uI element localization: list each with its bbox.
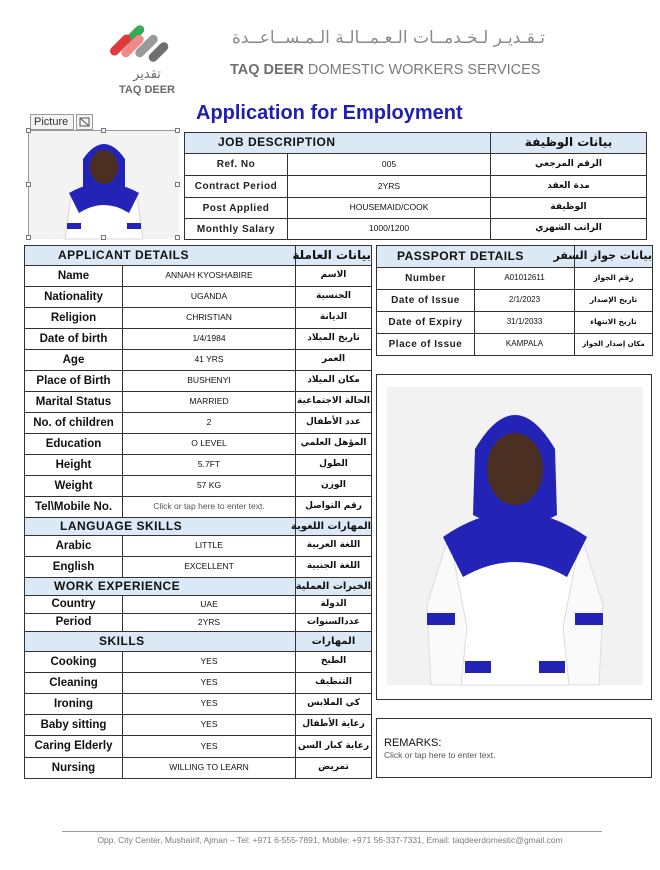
nursing-label-ar: تمريض [296,758,372,779]
education-value[interactable]: O LEVEL [123,434,296,455]
footer-divider [62,831,602,832]
english-label: English [25,557,123,578]
resize-handle[interactable] [101,128,106,133]
baby-sitting-value[interactable]: YES [123,715,296,736]
children-label: No. of children [25,413,123,434]
brand-english-name [230,62,540,78]
ref-no-value[interactable]: 005 [288,154,491,176]
cleaning-label: Cleaning [25,673,123,694]
applicant-details-header: APPLICANT DETAILS [25,246,296,266]
resize-handle[interactable] [175,182,180,187]
marital-status-label: Marital Status [25,392,123,413]
date-of-birth-label: Date of birth [25,329,123,350]
place-of-birth-label: Place of Birth [25,371,123,392]
english-value[interactable]: EXCELLENT [123,557,296,578]
country-value[interactable]: UAE [123,596,296,614]
ref-no-label-ar: الرقم المرجعي [491,154,647,176]
name-value[interactable]: ANNAH KYOSHABIRE [123,266,296,287]
footer-contact-info: Opp. City Center, Mushairif, Ajman – Tel: +971 6-555-7891, Mobile: +971 56-337-7331, Email: taqdeerdomestic@gmail.com [97,835,563,845]
ironing-value[interactable]: YES [123,694,296,715]
page-title: Application for Employment [196,102,463,124]
children-value[interactable]: 2 [123,413,296,434]
work-experience-header-ar: الخبرات العملية [296,578,372,596]
contract-period-label-ar: مدة العقد [491,176,647,198]
caring-elderly-label-ar: رعاية كبار السن [296,736,372,758]
mobile-label-ar: رقم التواصل [296,497,372,518]
date-of-issue-label: Date of Issue [377,290,475,312]
applicant-photo-large [376,374,652,700]
skills-header-ar: المهارات [296,632,372,652]
baby-sitting-label-ar: رعاية الأطفال [296,715,372,736]
remarks-box[interactable] [376,718,652,778]
period-label-ar: عددالسنوات [296,614,372,632]
place-of-issue-value[interactable]: KAMPALA [475,334,575,356]
period-value[interactable]: 2YRS [123,614,296,632]
resize-handle[interactable] [175,128,180,133]
marital-status-label-ar: الحالة الاجتماعية [296,392,372,413]
weight-value[interactable]: 57 KG [123,476,296,497]
date-of-expiry-value[interactable]: 31/1/2033 [475,312,575,334]
period-label: Period [25,614,123,632]
religion-label: Religion [25,308,123,329]
resize-handle[interactable] [175,235,180,240]
age-label: Age [25,350,123,371]
cleaning-value[interactable]: YES [123,673,296,694]
date-of-expiry-label: Date of Expiry [377,312,475,334]
applicant-portrait-small [29,131,179,239]
ironing-label: Ironing [25,694,123,715]
place-of-birth-value[interactable]: BUSHENYI [123,371,296,392]
brand-en-rest: DOMESTIC WORKERS SERVICES [307,62,541,78]
post-applied-value[interactable]: HOUSEMAID/COOK [288,198,491,219]
job-description-header: JOB DESCRIPTION [185,133,491,154]
logo-arabic-text: تقدير [133,67,161,82]
arabic-label-ar: اللغة العربية [296,536,372,557]
cooking-value[interactable]: YES [123,652,296,673]
place-of-birth-label-ar: مكان الميلاد [296,371,372,392]
remarks-input[interactable]: Click or tap here to enter text. [384,750,496,760]
remarks-label: REMARKS: [384,737,442,749]
nationality-value[interactable]: UGANDA [123,287,296,308]
country-label: Country [25,596,123,614]
passport-number-label-ar: رقم الجواز [575,268,653,290]
height-label: Height [25,455,123,476]
work-experience-header: WORK EXPERIENCE [25,578,296,596]
brand-arabic-name: تـقـديـر لـخـدمــات الـعـمــالـة الـمـســاعــدة [231,28,545,48]
monthly-salary-label: Monthly Salary [185,219,288,240]
resize-handle[interactable] [26,182,31,187]
passport-details-header: PASSPORT DETAILS [377,246,575,268]
passport-details-table [376,245,653,356]
language-skills-header-ar: المهارات اللغوية [296,518,372,536]
ironing-label-ar: كي الملابس [296,694,372,715]
arabic-value[interactable]: LITTLE [123,536,296,557]
applicant-details-table [24,245,372,779]
name-label: Name [25,266,123,287]
picture-content-control-tag[interactable]: Picture [30,114,74,130]
nationality-label: Nationality [25,287,123,308]
religion-label-ar: الديانة [296,308,372,329]
weight-label-ar: الوزن [296,476,372,497]
mobile-label: Tel\Mobile No. [25,497,123,518]
cooking-label-ar: الطبخ [296,652,372,673]
applicant-portrait-large [387,387,643,685]
caring-elderly-value[interactable]: YES [123,736,296,758]
monthly-salary-value[interactable]: 1000/1200 [288,219,491,240]
layout-options-icon[interactable] [76,114,93,130]
english-label-ar: اللغة الجنبية [296,557,372,578]
height-value[interactable]: 5.7FT [123,455,296,476]
resize-handle[interactable] [26,235,31,240]
cleaning-label-ar: التنظيف [296,673,372,694]
nursing-value[interactable]: WILLING TO LEARN [123,758,296,779]
education-label: Education [25,434,123,455]
applicant-details-header-ar: بيانات العاملة [296,246,372,266]
nationality-label-ar: الجنسية [296,287,372,308]
resize-handle[interactable] [101,235,106,240]
date-of-issue-label-ar: تاريخ الإصدار [575,290,653,312]
height-label-ar: الطول [296,455,372,476]
contract-period-value[interactable]: 2YRS [288,176,491,198]
country-label-ar: الدولة [296,596,372,614]
nursing-label: Nursing [25,758,123,779]
passport-details-header-ar: بيانات جواز السفر [575,246,653,268]
contract-period-label: Contract Period [185,176,288,198]
education-label-ar: المؤهل العلمي [296,434,372,455]
taqdeer-logo [108,18,186,96]
date-of-birth-label-ar: تاريخ الميلاد [296,329,372,350]
brand-en-bold: TAQ DEER [230,62,304,78]
passport-number-label: Number [377,268,475,290]
cooking-label: Cooking [25,652,123,673]
mobile-input[interactable]: Click or tap here to enter text. [123,497,296,518]
place-of-issue-label: Place of Issue [377,334,475,356]
date-of-issue-value[interactable]: 2/1/2023 [475,290,575,312]
skills-header: SKILLS [25,632,296,652]
age-label-ar: العمر [296,350,372,371]
date-of-expiry-label-ar: تاريخ الانتهاء [575,312,653,334]
post-applied-label: Post Applied [185,198,288,219]
language-skills-header: LANGUAGE SKILLS [25,518,296,536]
monthly-salary-label-ar: الراتب الشهري [491,219,647,240]
name-label-ar: الاسم [296,266,372,287]
religion-value[interactable]: CHRISTIAN [123,308,296,329]
baby-sitting-label: Baby sitting [25,715,123,736]
post-applied-label-ar: الوظيفة [491,198,647,219]
resize-handle[interactable] [26,128,31,133]
weight-label: Weight [25,476,123,497]
marital-status-value[interactable]: MARRIED [123,392,296,413]
applicant-photo-small[interactable] [28,130,178,238]
job-description-table [184,132,647,240]
ref-no-label: Ref. No [185,154,288,176]
arabic-label: Arabic [25,536,123,557]
logo-english-text: TAQ DEER [118,84,176,96]
date-of-birth-value[interactable]: 1/4/1984 [123,329,296,350]
caring-elderly-label: Caring Elderly [25,736,123,758]
passport-number-value[interactable]: A01012611 [475,268,575,290]
place-of-issue-label-ar: مكان إصدار الجواز [575,334,653,356]
children-label-ar: عدد الأطفال [296,413,372,434]
job-description-header-ar: بيانات الوظيفة [491,133,647,154]
age-value[interactable]: 41 YRS [123,350,296,371]
